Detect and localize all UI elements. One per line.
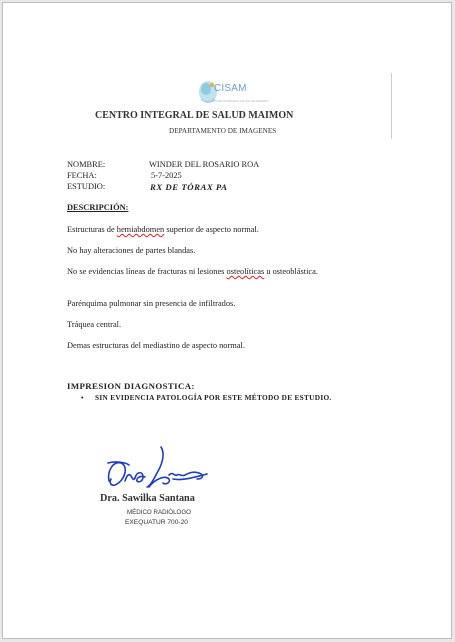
name-value: WINDER DEL ROSARIO ROA [149, 160, 260, 169]
description-paragraph: No hay alteraciones de partes blandas. [67, 246, 196, 255]
name-label: NOMBRE: [67, 160, 106, 169]
handwritten-signature [103, 441, 215, 497]
date-value: 5-7-2025 [151, 171, 182, 180]
margin-line [391, 73, 392, 139]
bullet-icon: • [81, 393, 84, 402]
impression-heading: IMPRESION DIAGNOSTICA: [67, 381, 195, 391]
description-paragraph: Parénquima pulmonar sin presencia de infiltrados. [67, 299, 236, 308]
logo-text: CISAM [214, 83, 247, 94]
signatory-name: Dra. Sawilka Santana [100, 493, 195, 504]
date-label: FECHA: [67, 171, 97, 180]
description-paragraph: Estructuras de hemiabdomen superior de aspecto normal. [67, 225, 259, 234]
description-heading: DESCRIPCIÓN: [67, 203, 129, 212]
document-page [2, 2, 452, 639]
study-label: ESTUDIO: [67, 182, 106, 191]
org-name: CENTRO INTEGRAL DE SALUD MAIMON [95, 110, 294, 121]
description-paragraph: No se evidencias líneas de fracturas ni lesiones osteolíticas u osteoblástica. [67, 267, 318, 276]
description-paragraph: Demas estructuras del mediastino de aspecto normal. [67, 341, 245, 350]
spellcheck-word: hemiabdomen [116, 225, 165, 234]
spellcheck-word: osteolíticas [226, 267, 265, 276]
impression-item: • SIN EVIDENCIA PATOLOGÍA POR ESTE MÉTODO DE ESTUDIO. [81, 393, 332, 402]
signatory-exequatur: EXEQUATUR 700-20 [125, 519, 188, 526]
description-paragraph: Tráquea central. [67, 320, 122, 329]
department-name: DEPARTAMENTO DE IMAGENES [169, 127, 277, 135]
study-value: RX DE TÓRAX PA [150, 182, 228, 192]
logo-subtext: CENTRO INTEGRAL DE SALUD MAIMON [211, 99, 269, 103]
signatory-role: MÉDICO RADIÓLOGO [127, 509, 191, 516]
